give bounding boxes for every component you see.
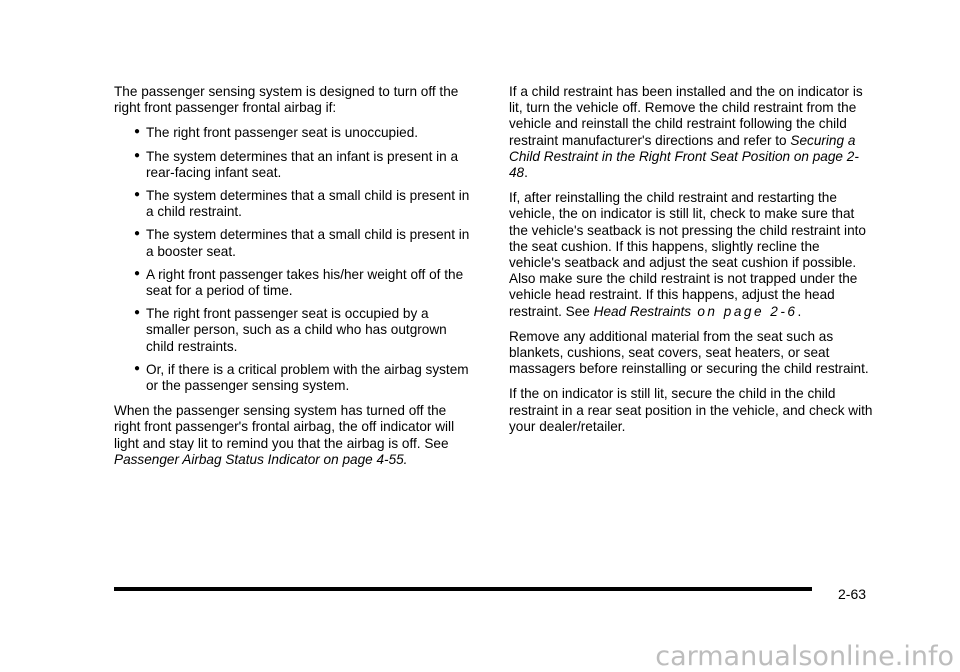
bullet-icon: ● [134, 126, 141, 138]
bullet-icon: ● [134, 228, 141, 240]
left-column [114, 84, 474, 477]
cross-reference: Passenger Airbag Status Indicator on page 4-55. [114, 451, 408, 467]
list-item: ● Or, if there is a critical problem with the airbag system or the passenger sensing system. [134, 361, 469, 394]
airbag-off-conditions-list [114, 125, 474, 394]
bullet-icon: ● [134, 189, 141, 201]
list-item: ● The system determines that a small child is present in a child restraint. [134, 188, 470, 220]
list-item: ● The system determines that an infant is present in a rear-facing infant seat. [134, 148, 459, 180]
bullet-icon: ● [134, 307, 141, 319]
watermark: carmanualsonline.info [655, 641, 954, 672]
cross-reference-page: on page 2-6 [691, 303, 798, 319]
list-item: ● The right front passenger seat is occupied by a smaller person, such as a child who has outgrown child restraints. [134, 306, 447, 354]
reinstall-paragraph: If a child restraint has been installed and the on indicator is lit, turn the vehicle off. Remove the child restraint from the vehicle and reinstall the child restraint following the child restraint manufacturer's directions and refer to Securing a Child Restraint in the Right Front Seat Position on page 2-48. [509, 84, 863, 181]
cross-reference: Securing a Child Restraint in the Right Front Seat Position on page 2-48 [509, 132, 859, 181]
list-item: ● The right front passenger seat is unoccupied. [134, 125, 419, 141]
cross-reference: Head Restraints [593, 303, 692, 319]
remove-material-paragraph: Remove any additional material from the seat such as blankets, cushions, seat covers, seat heaters, or seat massagers before reinstalling or securing the child restraint. [509, 328, 869, 377]
list-item: ● The system determines that a small child is present in a booster seat. [134, 227, 470, 259]
dealer-paragraph: If the on indicator is still lit, secure the child in the child restraint in a rear seat position in the vehicle, and check with your dealer/retailer. [509, 386, 873, 434]
page-number: 2-63 [838, 586, 867, 602]
list-item: ● A right front passenger takes his/her weight off of the seat for a period of time. [134, 266, 464, 299]
bullet-icon: ● [134, 267, 141, 279]
intro-paragraph: The passenger sensing system is designed to turn off the right front passenger frontal airbag if: [114, 84, 459, 116]
footer-rule [114, 587, 812, 591]
bullet-icon: ● [134, 362, 141, 374]
seatback-paragraph: If, after reinstalling the child restraint and restarting the vehicle, the on indicator is still lit, check to make sure that the vehicle's seatback is not pressing the child restraint into the seat cushion. If this happens, slightly recline the vehicle's seatback and adjust the seat cushion if possible. Also make sure the child restraint is not trapped under the vehicle head restraint. If this happens, adjust the head restraint. See Head Restraints on page 2-6. [509, 190, 866, 319]
bullet-icon: ● [134, 149, 141, 161]
right-column [509, 84, 874, 444]
closing-paragraph: When the passenger sensing system has turned off the right front passenger's frontal airbag, the off indicator will light and stay lit to remind you that the airbag is off. See Passenger Airbag Status Indicator on page 4-55. [114, 403, 455, 467]
